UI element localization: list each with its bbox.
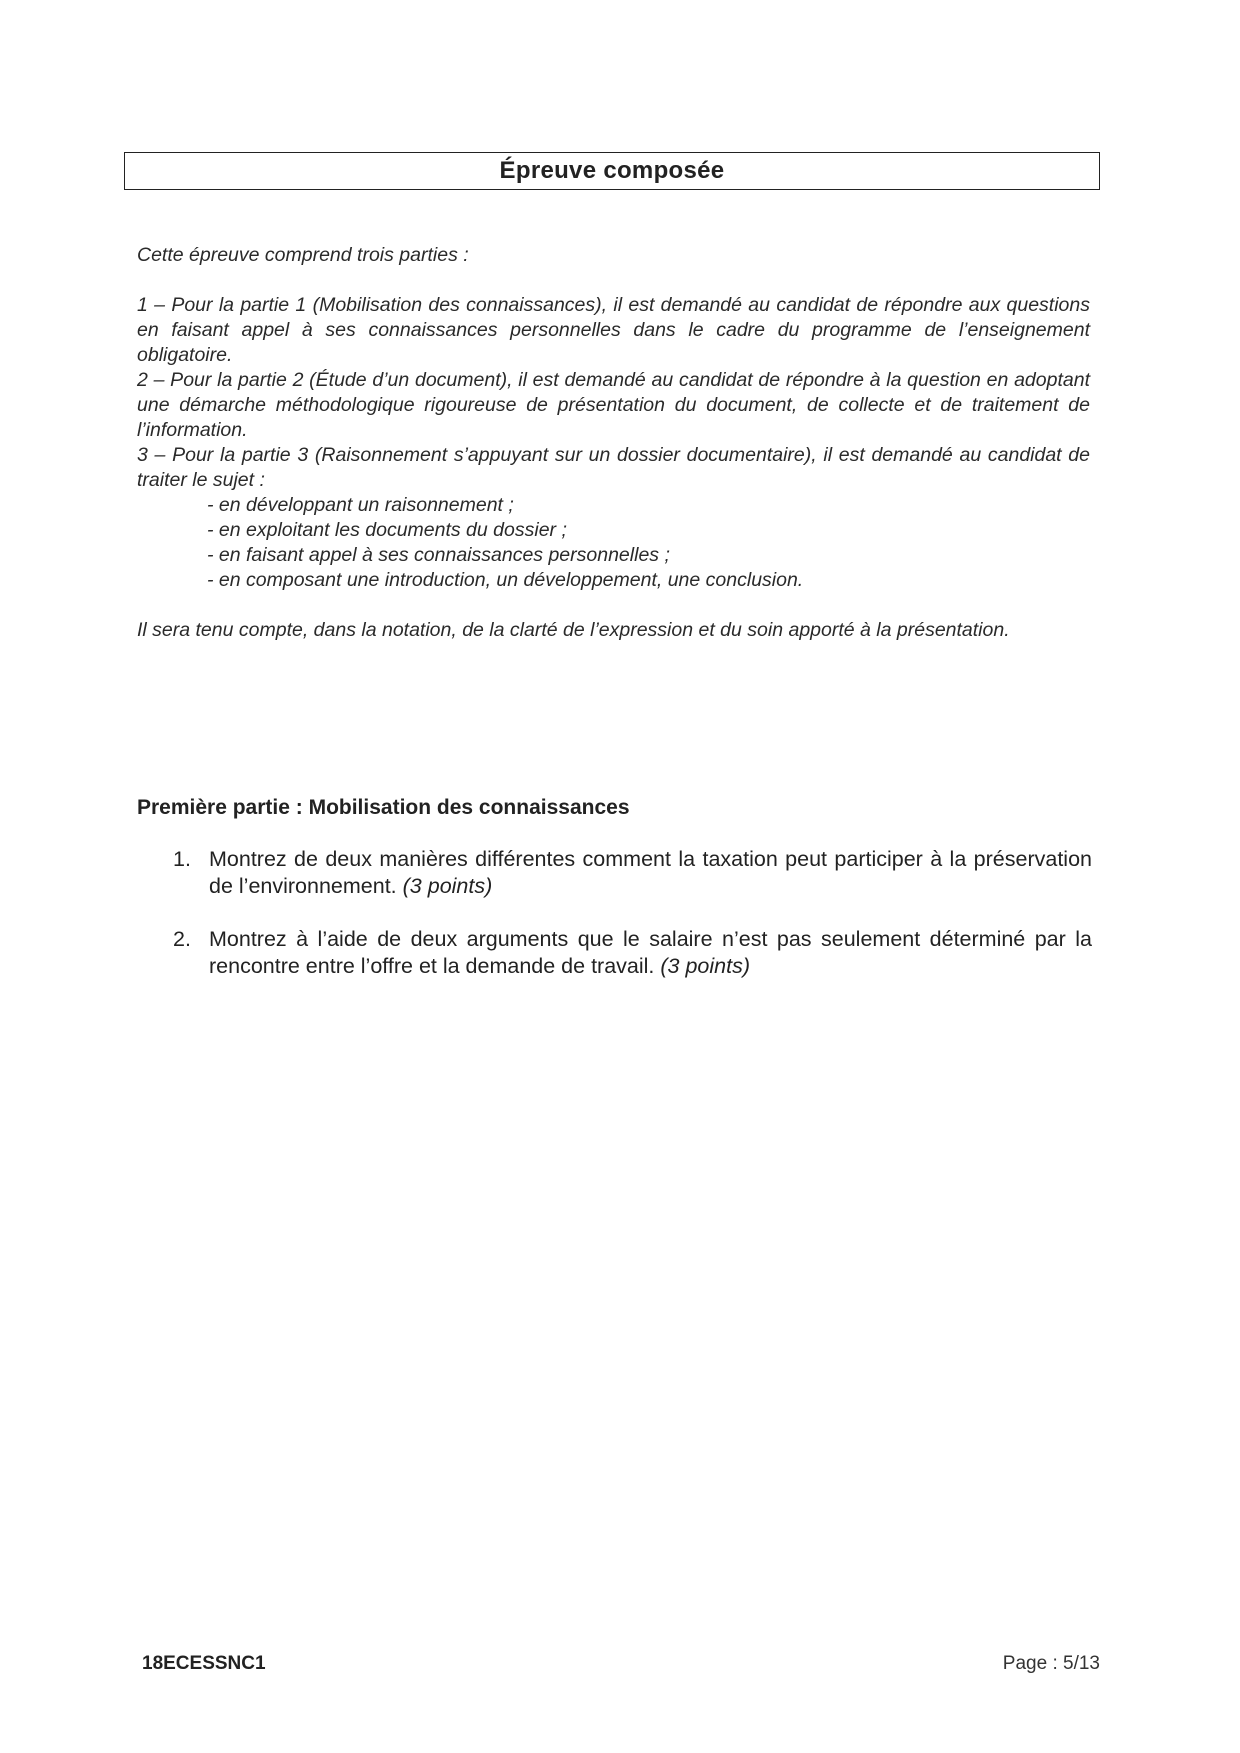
instructions-bullet: - en faisant appel à ses connaissances personnelles ; [207,544,670,566]
question-item [137,846,1092,900]
title-box [124,152,1100,190]
question-text: Montrez à l’aide de deux arguments que le salaire n’est pas seulement déterminé par la rencontre entre l’offre et la demande de travail. [209,927,1092,978]
instructions-bullet: - en composant une introduction, un développement, une conclusion. [207,569,804,591]
instructions-bullet: - en exploitant les documents du dossier ; [207,519,567,541]
instructions-bullet-list [137,493,1090,593]
question-list [137,846,1092,1006]
instructions-part2: 2 – Pour la partie 2 (Étude d’un document), il est demandé au candidat de répondre à la question en adoptant une démarche méthodologique rigoureuse de présentation du document, de collecte et de traitement de l’information. [137,369,1090,441]
question-item [137,926,1092,980]
question-points: (3 points) [402,874,493,898]
page-number: Page : 5/13 [1002,1653,1100,1674]
instructions-note: Il sera tenu compte, dans la notation, de la clarté de l’expression et du soin apporté à la présentation. [137,619,1010,641]
page-title: Épreuve composée [499,157,725,184]
instructions-intro: Cette épreuve comprend trois parties : [137,244,469,266]
question-text: Montrez de deux manières différentes comment la taxation peut participer à la préservation de l’environnement. [209,847,1092,898]
question-number: 1. [173,847,191,871]
instructions-bullet: - en développant un raisonnement ; [207,494,514,516]
question-points: (3 points) [660,954,750,978]
instructions-block [137,243,1090,643]
section-heading: Première partie : Mobilisation des connaissances [137,796,630,819]
document-code: 18ECESSNC1 [142,1653,266,1674]
question-number: 2. [173,927,191,951]
instructions-part3: 3 – Pour la partie 3 (Raisonnement s’appuyant sur un dossier documentaire), il est demandé au candidat de traiter le sujet : [137,444,1090,491]
instructions-part1: 1 – Pour la partie 1 (Mobilisation des connaissances), il est demandé au candidat de répondre aux questions en faisant appel à ses connaissances personnelles dans le cadre du programme de l’enseignement obligatoire. [137,294,1090,366]
